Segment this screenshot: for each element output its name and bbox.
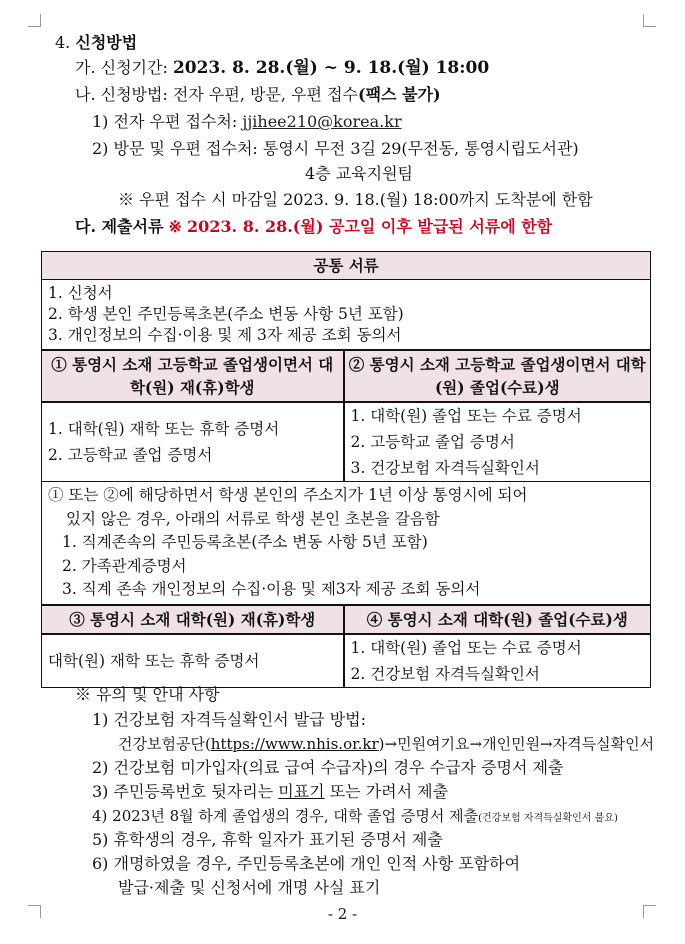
list-item: 1. 대학(원) 졸업 또는 수료 증명서 (350, 638, 582, 657)
note-1-suffix: )→민원여기요→개인민원→자격득실확인서 (378, 735, 655, 753)
note-3-emphasis: 미표기 (278, 782, 325, 801)
section-title: 신청방법 (75, 33, 138, 52)
section-heading (55, 32, 137, 54)
note-4-main: 4) 2023년 8월 하계 졸업생의 경우, 대학 졸업 증명서 제출 (92, 807, 479, 825)
note-6: 6) 개명하였을 경우, 주민등록초본에 개인 인적 사항 포함하여 (92, 854, 521, 873)
note-5: 5) 휴학생의 경우, 휴학 일자가 표기된 증명서 제출 (92, 830, 443, 849)
list-item: 3. 직계 존속 개인정보의 수집·이용 및 제3자 제공 조회 동의서 (62, 580, 481, 598)
list-item: 2. 건강보험 자격득실확인서 (350, 664, 540, 683)
case3-header: ③ 통영시 소재 대학(원) 재(휴)학생 (42, 605, 344, 634)
list-item: 3. 건강보험 자격득실확인서 (350, 459, 540, 477)
case1-docs (42, 402, 344, 482)
email-line (92, 111, 402, 133)
visit-line-2: 4층 교육지원팀 (305, 164, 414, 183)
list-item: 2. 학생 본인 주민등록초본(주소 변동 사항 5년 포함) (48, 305, 404, 323)
common-docs-list (42, 280, 651, 351)
email-label: 1) 전자 우편 접수처: (92, 112, 238, 131)
method-note: (팩스 불가) (358, 85, 441, 104)
address-note-cell (42, 482, 651, 605)
common-docs-header: 공통 서류 (42, 252, 651, 280)
notes-title: ※ 유의 및 안내 사항 (75, 685, 220, 704)
list-item: 대학(원) 재학 또는 휴학 증명서 (48, 651, 260, 670)
crop-mark-top-right (643, 14, 656, 27)
list-item: 1. 직계존속의 주민등록초본(주소 변동 사항 5년 포함) (62, 533, 428, 551)
note-3-prefix: 3) 주민등록번호 뒷자리는 (92, 782, 279, 801)
documents-table (41, 251, 651, 688)
note-6-detail: 발급·제출 및 신청서에 개명 사실 표기 (118, 878, 381, 897)
note-1-prefix: 건강보험공단( (118, 735, 211, 753)
method-label: 나. 신청방법: 전자 우편, 방문, 우편 접수 (75, 85, 359, 104)
section-number: 4. (55, 33, 71, 52)
list-item: 2. 고등학교 졸업 증명서 (350, 433, 515, 451)
case2-docs (344, 402, 651, 482)
case1-header: ① 통영시 소재 고등학교 졸업생이면서 대학(원) 재(휴)학생 (42, 350, 344, 402)
visit-line: 2) 방문 및 우편 접수처: 통영시 무전 3길 29(무전동, 통영시립도서관) (92, 139, 579, 158)
submit-note: 2023. 8. 28.(월) 공고일 이후 발급된 서류에 한함 (187, 217, 553, 236)
case3-docs (42, 634, 344, 688)
deadline-note: ※ 우편 접수 시 마감일 2023. 9. 18.(월) 18:00까지 도착분에 한함 (118, 190, 593, 209)
case2-header: ② 통영시 소재 고등학교 졸업생이면서 대학(원) 졸업(수료)생 (344, 350, 651, 402)
note-4 (92, 805, 618, 830)
crop-mark-top-left (28, 14, 41, 27)
list-item: 2. 가족관계증명서 (62, 556, 187, 575)
address-note-line: ① 또는 ②에 해당하면서 학생 본인의 주소지가 1년 이상 통영시에 되어 (48, 486, 528, 504)
period-line (75, 57, 489, 79)
note-1-detail (118, 733, 654, 755)
list-item: 1. 대학(원) 졸업 또는 수료 증명서 (350, 407, 582, 425)
address-note-line: 있지 않은 경우, 아래의 서류로 학생 본인 초본을 갈음함 (66, 509, 440, 528)
period-label: 가. 신청기간: (75, 58, 168, 77)
list-item: 3. 개인정보의 수집·이용 및 제 3자 제공 조회 동의서 (48, 326, 402, 344)
list-item: 1. 신청서 (48, 284, 113, 302)
submit-mark: ※ (168, 217, 182, 236)
page-number: - 2 - (327, 905, 358, 923)
note-3 (92, 781, 448, 803)
submit-label: 다. 제출서류 (75, 217, 164, 236)
note-4-small: (건강보험 자격득실확인서 불요) (478, 813, 618, 824)
case4-header: ④ 통영시 소재 대학(원) 졸업(수료)생 (344, 605, 651, 634)
submit-line (75, 216, 552, 238)
nhis-link[interactable]: https://www.nhis.or.kr (210, 735, 379, 753)
note-2: 2) 건강보험 미가입자(의료 급여 수급자)의 경우 수급자 증명서 제출 (92, 758, 564, 777)
note-3-suffix: 또는 가려서 제출 (324, 782, 449, 801)
list-item: 2. 고등학교 졸업 증명서 (48, 446, 213, 464)
email-address-link[interactable]: jjihee210@korea.kr (242, 112, 402, 131)
case4-docs (344, 634, 651, 688)
method-line (75, 84, 441, 106)
list-item: 1. 대학(원) 재학 또는 휴학 증명서 (48, 420, 280, 438)
period-value: 2023. 8. 28.(월) ~ 9. 18.(월) 18:00 (172, 58, 490, 78)
note-1: 1) 건강보험 자격득실확인서 발급 방법: (92, 710, 366, 729)
